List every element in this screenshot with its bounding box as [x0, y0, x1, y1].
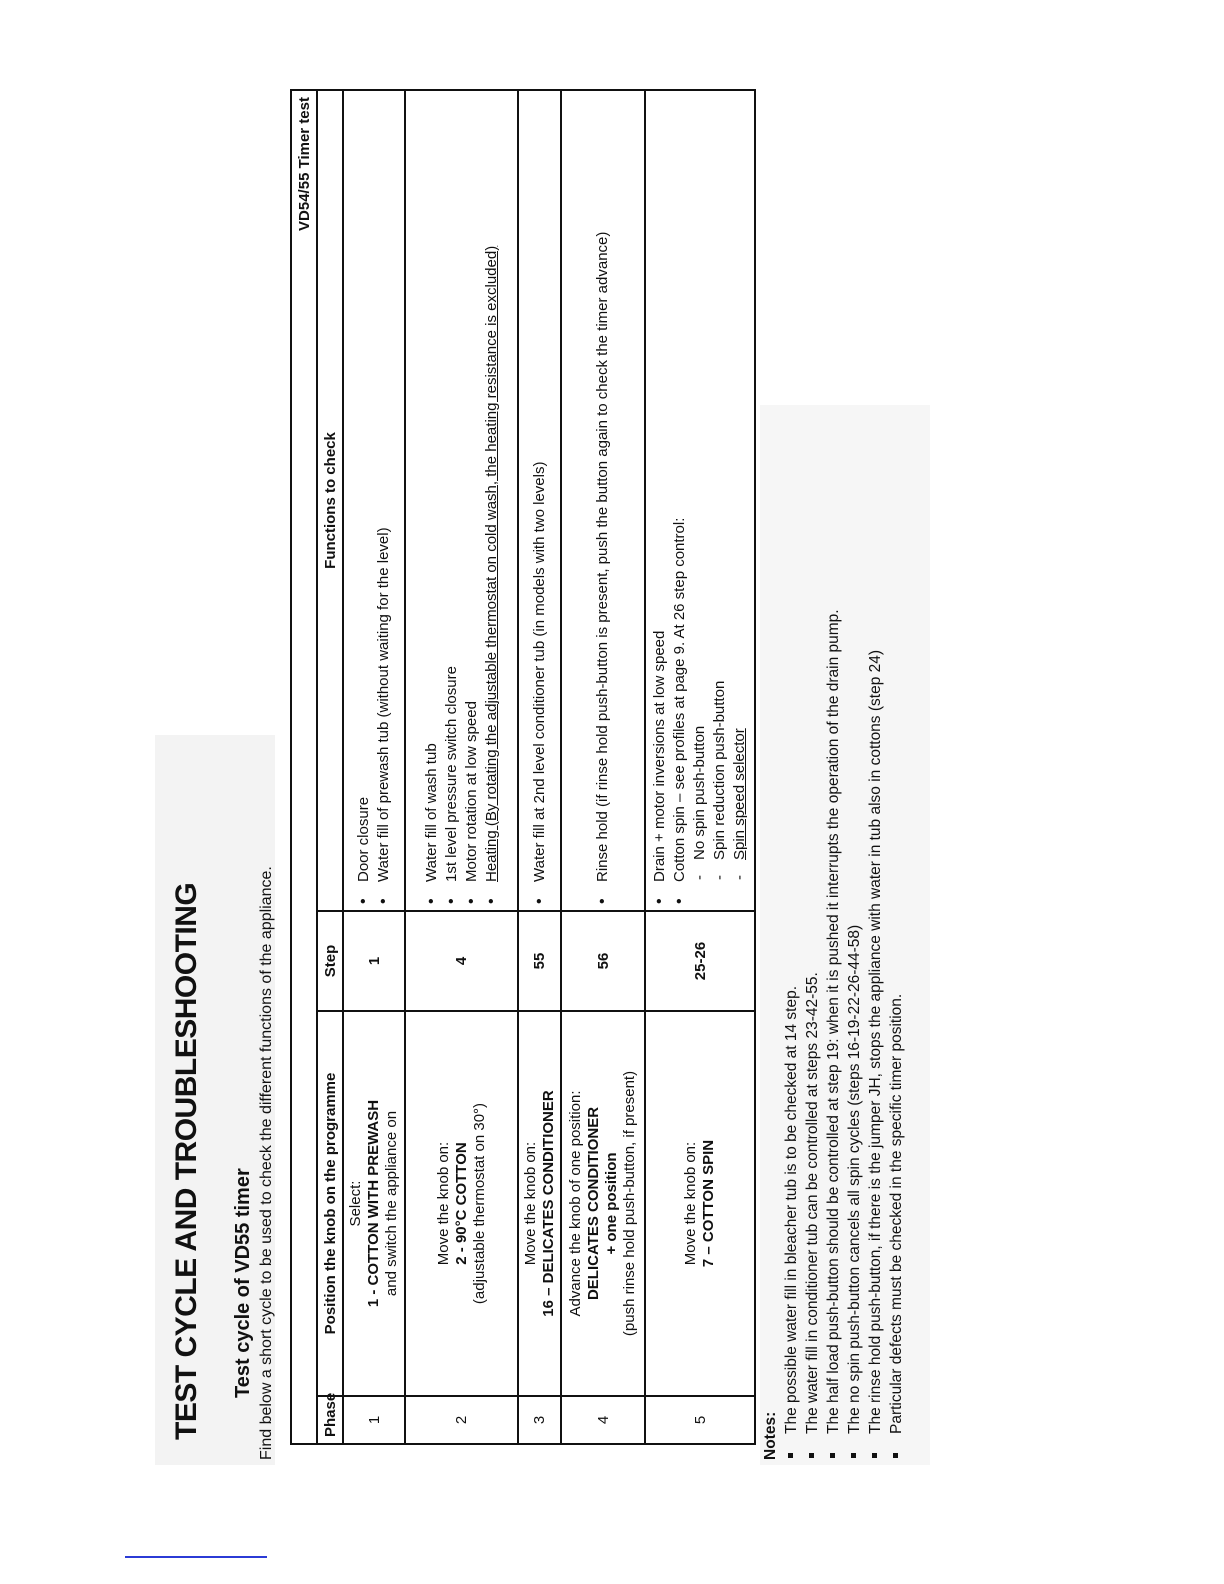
programme-name: 1 - COTTON WITH PREWASH	[365, 1099, 382, 1308]
phase-cell: 1	[343, 1396, 405, 1444]
functions-cell	[561, 90, 645, 911]
position-line: Move the knob on:	[434, 1141, 452, 1266]
function-item: • Motor rotation at low speed	[462, 97, 482, 882]
step-cell: 55	[518, 911, 561, 1011]
page-title: TEST CYCLE AND TROUBLESHOOTING	[170, 882, 203, 1440]
note-item: The water fill in conditioner tub can be controlled at steps 23-42-55.	[802, 160, 823, 1434]
position-line: Move the knob on:	[521, 1141, 539, 1266]
functions-cell	[645, 90, 755, 911]
position-cell	[645, 1011, 755, 1396]
position-cell	[343, 1011, 405, 1396]
rotated-page	[160, 90, 960, 1470]
functions-cell	[405, 90, 518, 911]
function-item: • 1st level pressure switch closure	[442, 97, 462, 882]
functions-cell	[518, 90, 561, 911]
position-line: (push rinse hold push-button, if present)	[621, 1070, 638, 1337]
header-phase: Phase	[317, 1396, 343, 1444]
phase-cell: 4	[561, 1396, 645, 1444]
position-cell	[405, 1011, 518, 1396]
timer-test-table	[290, 89, 756, 1445]
position-line: (adjustable thermostat on 30°)	[470, 1102, 488, 1305]
position-cell	[518, 1011, 561, 1396]
function-item: • Water fill of wash tub	[422, 97, 442, 882]
function-item: • Water fill of prewash tub (without waiting for the level)	[374, 97, 394, 882]
position-line: and switch the appliance on	[383, 1110, 400, 1297]
function-item: • Door closure	[354, 97, 374, 882]
page-subtitle: Test cycle of VD55 timer	[232, 1168, 254, 1398]
note-item: The possible water fill in bleacher tub is to be checked at 14 step.	[781, 160, 802, 1434]
programme-name: 16 – DELICATES CONDITIONER	[539, 1090, 557, 1317]
table-row	[405, 90, 518, 1444]
intro-text: Find below a short cycle to be used to check the different functions of the appliance.	[258, 866, 275, 1460]
header-functions: Functions to check	[317, 90, 343, 911]
phase-cell: 3	[518, 1396, 561, 1444]
position-cell	[561, 1011, 645, 1396]
step-cell: 25-26	[645, 911, 755, 1011]
position-line: Move the knob on:	[682, 1141, 699, 1266]
sub-function-item: - No spin push-button	[690, 97, 710, 860]
position-line: + one position	[603, 1152, 620, 1255]
table-header-row	[317, 90, 343, 1444]
table-caption: VD54/55 Timer test	[291, 90, 317, 1444]
table-caption-row	[291, 90, 317, 1444]
step-cell: 56	[561, 911, 645, 1011]
phase-cell: 2	[405, 1396, 518, 1444]
note-item: The rinse hold push-button, if there is the jumper JH, stops the appliance with water in tub also in cottons (step 24)	[865, 160, 886, 1434]
table-row	[645, 90, 755, 1444]
step-cell: 4	[405, 911, 518, 1011]
footer-rule	[125, 1556, 267, 1558]
note-item: Particular defects must be checked in the specific timer position.	[886, 160, 907, 1434]
function-item: • Cotton spin – see profiles at page 9. At 26 step control:	[670, 97, 690, 882]
phase-cell: 5	[645, 1396, 755, 1444]
notes-section	[760, 160, 907, 1460]
step-cell: 1	[343, 911, 405, 1011]
table-row	[518, 90, 561, 1444]
programme-name: 2 - 90°C COTTON	[452, 1142, 470, 1265]
note-item: The half load push-button should be controlled at step 19: when it is pushed it interrupts the operation of the drain pump.	[823, 160, 844, 1434]
position-line: Advance the knob of one position:	[567, 1090, 584, 1317]
functions-cell	[343, 90, 405, 911]
table-row	[343, 90, 405, 1444]
programme-name: 7 – COTTON SPIN	[700, 1139, 717, 1268]
sub-function-item: - Spin speed selector	[730, 97, 750, 860]
position-line: Select:	[347, 1180, 364, 1227]
function-item: • Rinse hold (if rinse hold push-button is present, push the button again to check the timer advance)	[593, 97, 613, 882]
header-step: Step	[317, 911, 343, 1011]
note-item: The no spin push-button cancels all spin cycles (steps 16-19-22-26-44-58)	[844, 160, 865, 1434]
notes-title: Notes:	[762, 1411, 779, 1460]
table-row	[561, 90, 645, 1444]
sub-function-item: - Spin reduction push-button	[710, 97, 730, 860]
header-position: Position the knob on the programme	[317, 1011, 343, 1396]
function-item: • Heating (By rotating the adjustable thermostat on cold wash, the heating resistance is excluded)	[482, 97, 502, 882]
function-item: • Drain + motor inversions at low speed	[650, 97, 670, 882]
function-item: • Water fill at 2nd level conditioner tub (in models with two levels)	[530, 97, 550, 882]
programme-name: DELICATES CONDITIONER	[585, 1106, 602, 1301]
